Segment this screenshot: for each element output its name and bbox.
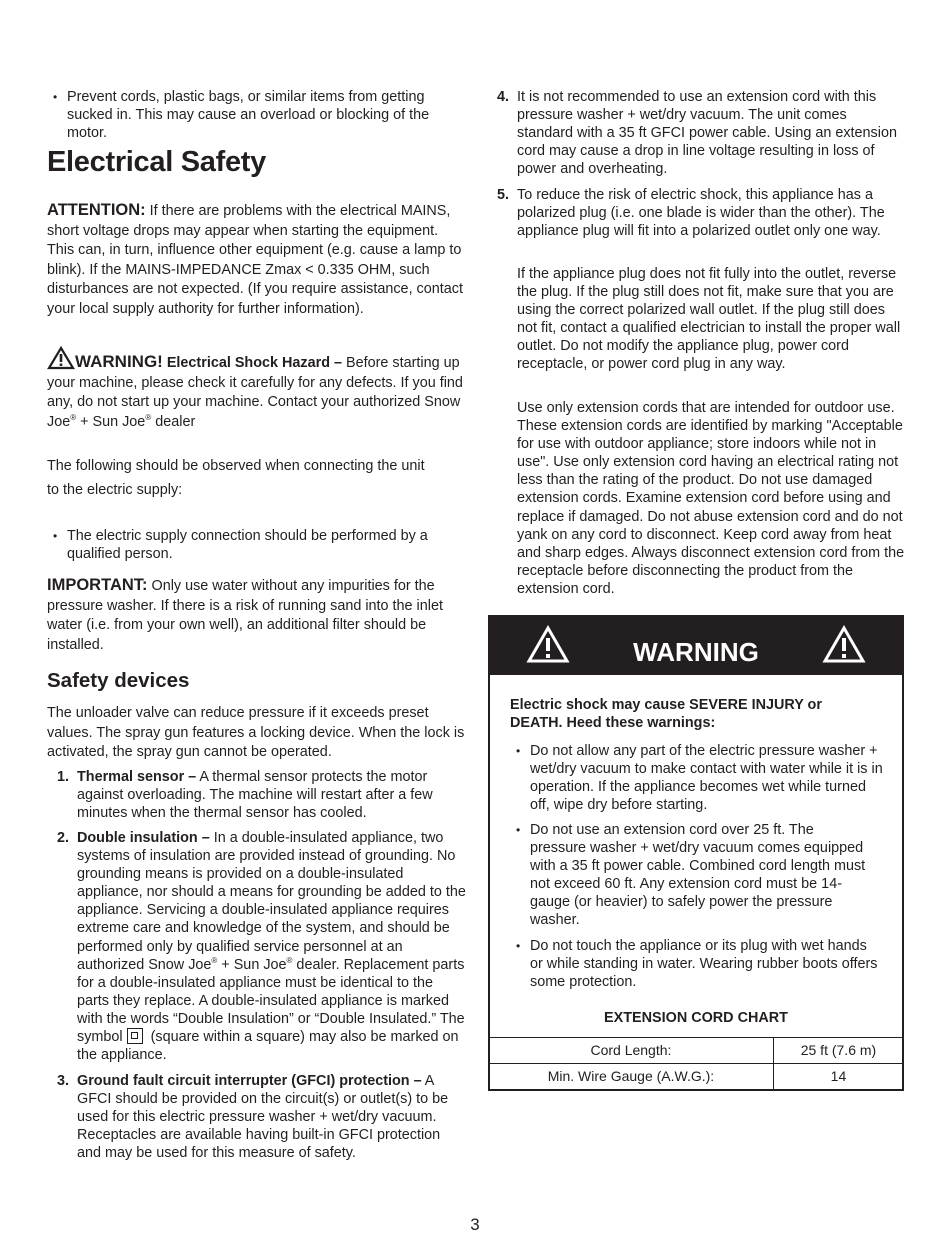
heading-safety-devices: Safety devices xyxy=(47,669,190,692)
warning-bullet: • Do not touch the appliance or its plug with wet hands or while standing in water. Wearing rubber boots offers some protection. xyxy=(516,938,878,991)
bullet-cords: • Prevent cords, plastic bags, or similar items from getting sucked in. This may cause an overload or blocking of the motor. xyxy=(53,89,430,142)
warning-bullet: • Do not use an extension cord over 25 ft. The pressure washer + wet/dry vacuum comes equipped with a 35 ft power cable. Combined cord length must not exceed 60 ft. Any extension cord must be 14-gauge (or heavier) to safely power the pressure washer. xyxy=(516,822,866,929)
warning-box-lead: Electric shock may cause SEVERE INJURY or DEATH. Heed these warnings: xyxy=(510,697,822,732)
warning-paragraph: WARNING! Electrical Shock Hazard – Before starting up your machine, please check it carefully for any defects. If you find any, do not start up your machine. Contact your authorized Snow Joe® + Sun Joe® dealer xyxy=(47,346,467,432)
table-row: Min. Wire Gauge (A.W.G.): 14 xyxy=(489,1064,904,1090)
extension-cord-chart xyxy=(488,1037,904,1090)
extension-cord-chart-title: EXTENSION CORD CHART xyxy=(604,1010,788,1026)
warning-box xyxy=(488,615,904,1091)
attention-paragraph: ATTENTION: If there are problems with the electrical MAINS, short voltage drops may appear when starting the equipment. This can, in turn, influence other equipment (e.g. cause a lamp to blink). If the MAINS-IMPEDANCE Zmax < 0.335 OHM, such disturbances are not expected. (If you require assistance, contact your local supply authority for further information). xyxy=(47,201,463,317)
plug-paragraph: If the appliance plug does not fit fully into the outlet, reverse the plug. If the plug still does not fit, make sure that you are using the correct polarized wall outlet. If the plug still does not fit, contact a qualified electrician to install the proper wall outlet. Do not modify the appliance plug, power cord receptacle, or power cord plug in any way. xyxy=(517,266,901,373)
important-paragraph: IMPORTANT: Only use water without any impurities for the pressure washer. If there is a risk of running sand into the inlet water (i.e. from your own well), an additional filter should be installed. xyxy=(47,576,443,653)
observe-paragraph: The following should be observed when connecting the unit to the electric supply: xyxy=(47,458,425,498)
warning-box-header xyxy=(490,617,902,675)
item-double-insulation: 2. Double insulation – In a double-insulated appliance, two systems of insulation are provided instead of grounding. No grounding means is provided on a double-insulated appliance, nor should a means for grounding be added to the appliance. Servicing a double-insulated appliance requires extreme care and knowledge of the system, and should be performed only by qualified service personnel at an authorized Snow Joe® + Sun Joe® dealer. Replacement parts for a double-insulated appliance must be identical to the parts they replace. A double-insulated appliance is marked with the words “Double Insulation” or “Double Insulated.” The symbol (square within a square) may also be marked on the appliance. xyxy=(57,830,466,1064)
double-insulation-symbol-icon xyxy=(127,1028,143,1044)
extension-cord-paragraph: Use only extension cords that are intended for outdoor use. These extension cords are identified by marking "Acceptable for use with outdoor appliance; store indoors while not in use". Use only extension cord having an electrical rating not less than the rating of the product. Do not use damaged extension cords. Examine extension cord before using and replace if damaged. Do not abuse extension cord and do not yank on any cord to disconnect. Keep cord away from heat and sharp edges. Always disconnect extension cord from the receptacle before disconnecting the product from the extension cord. xyxy=(517,400,905,597)
warning-triangle-icon xyxy=(47,346,75,370)
item-polarized-plug: 5. To reduce the risk of electric shock, this appliance has a polarized plug (i.e. one blade is wider than the other). The appliance plug will fit into a polarized outlet only one way. xyxy=(497,187,885,240)
safety-intro: The unloader valve can reduce pressure if it exceeds preset values. The spray gun features a locking device. When the lock is activated, the spray gun cannot be operated. xyxy=(47,705,465,761)
page-number: 3 xyxy=(470,1215,480,1234)
item-gfci: 3. Ground fault circuit interrupter (GFCI) protection – A GFCI should be provided on the circuit(s) or outlet(s) to be used for this electric pressure washer + wet/dry vacuum. Receptacles are available having built-in GFCI protection and may be used for this measure of safety. xyxy=(57,1073,449,1162)
item-extension-not-recommended: 4. It is not recommended to use an extension cord with this pressure washer + wet/dry vacuum. The unit comes standard with a 35 ft GFCI power cable. Using an extension cord may cause a drop in line voltage resulting in loss of power and overheating. xyxy=(497,89,897,178)
bullet-supply: • The electric supply connection should be performed by a qualified person. xyxy=(53,528,428,563)
warning-bullet: • Do not allow any part of the electric pressure washer + wet/dry vacuum to make contact with water while it is in operation. If the appliance becomes wet while turned off, wipe dry before starting. xyxy=(516,743,883,814)
warning-box-title: WARNING xyxy=(633,637,759,667)
warning-triangle-icon xyxy=(822,625,866,665)
heading-electrical-safety: Electrical Safety xyxy=(47,146,266,178)
item-thermal-sensor: 1. Thermal sensor – A thermal sensor protects the motor against overloading. The machine will restart after a few minutes when the thermal sensor has cooled. xyxy=(57,769,433,822)
table-row: Cord Length: 25 ft (7.6 m) xyxy=(489,1038,904,1064)
